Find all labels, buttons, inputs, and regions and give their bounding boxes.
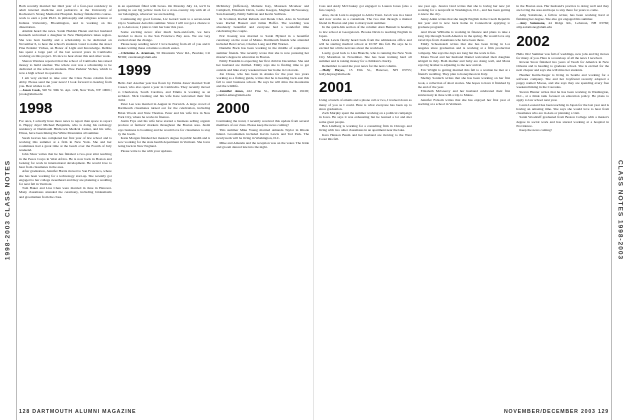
note-paragraph: Some exciting news: after much back-and-forth, we have decided to move to the San Francisco Bay area. We are very excited about the change. — [117, 29, 211, 42]
note-paragraph: Both recently married but third year of a four-year residency in adult internal medicine and pediatrics at the University of Rochester's Strong Memorial Hospital. Kelsey finished his course-work to earn a joint Ph.D. in philosophy and religious science at Indiana University, Bloomington, and is working on his dissertation. — [19, 4, 112, 29]
note-paragraph: McKinley (Jefferson), Melanie Kay, Maureen McAleer and Campbell, Elizabeth Davis, Leslie Keegan, Meghan McSweeney, Sara Kennelly, Emily Sullivan and Kevin Sullivan. — [216, 4, 310, 17]
note-paragraph: Amy Salomone, a fellow writer, has been working hard at finishing her degree. She also got engaged this summer. — [516, 12, 610, 21]
note-paragraph: Mona Wood and her husband Daniel welcomed their daughter Abigail in July. Both mother and baby are doing well, and Mona says big brother is adjusting to the new arrival. — [417, 55, 511, 68]
signature-dash: — — [117, 50, 122, 55]
note-paragraph: Keep the news coming! — [519, 128, 552, 133]
note-paragraph: For once, I actually have more news to report than space to report it. Happy days! Michael Benjamin, who is doing his radiology residency at Dartmouth Hitchcock Medical Center, and his wife, Elissa, have been hiking the White Mountains all summer. — [19, 118, 112, 136]
note-paragraph: And Owen Williams is working in finance and plans to take a long trip through South America in the spring. He would love any travel tips from classmates who have been there. — [417, 29, 511, 42]
class-year-heading: 1999 — [117, 62, 152, 80]
note-paragraph: Steven Hunter writes that he has been working in Washington, D.C., at a think tank focused on education policy. He plans to apply to law school next year. — [516, 89, 610, 103]
class-year-heading: 2002 — [516, 32, 550, 50]
note-paragraph: one year ago. Jessica Lind writes that she is loving her new job working for a nonprofit in Washington, D.C., and has been getting to know the city. — [417, 4, 511, 17]
note-paragraph: Alumni heard the news. Sarah Haddan Hazen and her husband Kenneth welcomed a daughter in New Hampshire's lakes region. She was born healthy and a scholarship to be dedicated on November 6, to hear the school's students voted to name the street Pine Perkins' Vichea, an Honor of Light and Knowledge. Debbie has spent a large part of the last several years in Cambodia working on this project. It's nice to hear about this and other work. — [19, 29, 112, 59]
footer-right: NOVEMBER/DECEMBER 2003 129 — [504, 409, 609, 415]
note-paragraph: Heather Kettle-Sieger is living in Seattle and working for a software company. She and her boyfriend recently adopted a puppy named Moose, and she says they are spending every free weekend hiking in the Cascades. — [516, 72, 610, 90]
note-paragraph: This summer Mike Young married Amanda Taylor in Rhode Island. Groomsmen included Kevin Lewis and Ted Park. The newlyweds will be living in Washington, D.C. — [216, 127, 310, 141]
note-paragraph: I am very excited to take over the Class Notes column from Abby. Please send me your news! I look forward to hearing from you. Best wishes to all. — [19, 75, 112, 88]
note-paragraph: Ben Lindberg is working for a consulting firm in Chicago and living with two other classmates in an apartment near the lake. — [319, 123, 412, 133]
note-paragraph: Emily Franklin is expecting her first child in December. She and her husband are thrilled. Emily says she is finding time to get outside and hike every weekend near her home in Colorado. — [216, 59, 310, 72]
signature-dash: — — [319, 68, 323, 73]
note-paragraph: Lastly, good luck to Lisa Bianchi, who is running the New York City Marathon in November. She has been training hard all summer and is raising money for a children's charity. — [319, 50, 412, 64]
note-paragraph: Rowan Snow finished two years of Teach for America in New Orleans and is heading to graduate school. She is excited for the next chapter and says she will miss her students. — [516, 60, 610, 73]
class-year-heading: 1998 — [19, 99, 53, 117]
note-paragraph: Hello 02s! Summer was full of weddings, new jobs and big moves for many of you. Here is a round-up of all the news I received. — [516, 51, 610, 60]
note-paragraph: Elizabeth McGreevy and her husband celebrated their first anniversary in June with a trip to Maine. — [417, 89, 511, 98]
secretary-name: Christine A. Arentsen, — [121, 50, 155, 55]
note-paragraph: Jon Chase, who has been in Alaska for the past two years working as a fishing guide, writes that he is heading back east this fall to start business school. He says he will miss the mountains and the wildlife. — [216, 71, 310, 89]
note-paragraph: Remember to send me your news for the next column. — [322, 63, 397, 68]
note-paragraph: Zach Murphy spent the summer working on a political campaign in Iowa. He says it was exhausting but he learned a lot and met some great people. — [319, 111, 412, 124]
page-right-columns — [319, 4, 609, 402]
class-secretary-signature — [118, 51, 211, 59]
column-4 — [319, 4, 412, 402]
note-paragraph: Tom Baker and Lisa Chen were married in June in Hanover. Many classmates attended the ceremony, including bridesmaids and groomsmen from the class. — [19, 186, 112, 199]
page-gutter — [313, 0, 314, 420]
note-paragraph: Also, Jacob Lutz is engaged to Alicia Trent. Jacob was in a band and now works as a consultant. The two met through a mutual friend in Boston and plan to marry next summer. — [319, 12, 412, 25]
note-paragraph: After graduation, Jennifer Harris moved to San Francisco, where she has been working for a technology start-up. She recently got engaged to her college sweetheart and they are planning a wedding for next fall in Vermont. — [19, 169, 112, 186]
spine-left-label: 1998-2003 CLASS NOTES — [4, 159, 12, 261]
note-paragraph: Continuing the trend, I recently received this update from several members of our class. Please keep the news coming! — [216, 119, 310, 128]
note-paragraph: Eric Koenig was married to Sarah Hyland in a beautiful ceremony on the coast of Maine. Dartmouth friends who attended included Ben Carver, Charles Long and Phil Warner. — [216, 33, 310, 46]
note-paragraph: Please write to me with your updates. — [120, 148, 173, 153]
note-paragraph: in the Boston area. Her husband's practice is doing well and they are loving the area and hope to stay there for years to come. — [516, 4, 610, 13]
signature-dash: — — [516, 21, 520, 26]
note-paragraph: Jennifer Folsom writes that she has enjoyed her first year of teaching at a school in Vermont. — [417, 97, 511, 106]
secretary-address: 56 Mountain View Rd., Boulder, CO 80302; carentsen@alum.edu — [117, 50, 211, 60]
column-3 — [216, 4, 309, 402]
column-1 — [19, 4, 112, 402]
note-paragraph: Please keep sending news! I love hearing from all of you and it makes writing these columns so much easier. — [117, 42, 211, 51]
note-paragraph: Emily Schoenstedt writes that she has been living in Los Angeles since graduation and is working at a film production company. She says the days are long but the work is fun. — [417, 42, 511, 55]
spine-right — [611, 0, 628, 420]
note-paragraph: Justin Frye and his wife have started a business selling organic produce at farmers' markets throughout the Boston area. Justin says business is booming and he would love for classmates to stop by the booth. — [117, 119, 211, 136]
note-paragraph: in an apartment filled with boxes. On Monday July 14, we'll be getting in our big yellow truck for a cross-country trip with all of our belongings, wherever we are heading. — [117, 4, 211, 17]
secretary-name: Jason Cook, — [22, 88, 41, 93]
column-2 — [118, 4, 211, 402]
class-year-heading: 2001 — [319, 79, 353, 97]
note-paragraph: Cass and Andy McCloskey got engaged to Lauren Jones (also a fun couple). — [319, 4, 412, 13]
note-paragraph: Laura Leonard has been teaching in Japan for the last year and is having an amazing time. She says she would love to hear from classmates who are in Asia or planning a visit. — [516, 102, 610, 115]
note-paragraph: Danielle Bock has been working in the middle of sophomore summer friends. She recently wrote that she is now pursuing her master's degree in education in Boston. — [216, 46, 310, 59]
note-paragraph: Sarah Graves has completed her first year of law school and is working this summer at a firm in New York. She and her roommates had a great time at the beach over the Fourth of July weekend. — [19, 135, 112, 153]
note-paragraph: Hello Jon! Another year has flown by. Emma Jones' married Todd Cassel, who also spent a year in Cambodia. They recently moved to Charleston, South Carolina, and Emma is working as an architect. Nick Cushing and his wife Kate welcomed their first child. — [117, 81, 211, 102]
signature-dash: — — [19, 88, 23, 93]
note-paragraph: Continuing my good fortune, Liz Gerard went to a seven-week trip to Southeast Asia this summer. Since I will not get a chance to go to Asia now, I plan to visit her later this year. — [117, 16, 211, 30]
note-paragraph: Mark Lewis finally heard back from the admissions office and will be starting medical school at UCSF this fall. He says he is excited but a little nervous about the workload. — [319, 38, 412, 51]
column-5 — [418, 4, 511, 402]
note-paragraph: In Scotland, Rachel Rebuck and Derek Choi. Also in Scotland were Rachel Bassett and Jamie Hoffer. The wedding was absolutely beautiful and everyone had a wonderful time celebrating the couple. — [216, 16, 310, 34]
note-paragraph: Katie Morgan finished her master's degree in public health and is now working for the state health department in Vermont. She loves being back in New England. — [117, 136, 211, 149]
note-paragraph: Shelley Sonnich writes that she has been working on her first book, a collection of short stories. She hopes to have it finished by the end of the year. — [417, 76, 511, 89]
class-secretary-signature — [516, 21, 609, 29]
page-left — [19, 4, 309, 402]
note-paragraph: Sharon Wanless reported that the school of Cambodia has raised money to build another. The whole cost was a scholarship to be dedicated at the school's students. Pine Perkins' Vichea, which is now a high school in operation. — [19, 58, 112, 76]
note-paragraph: In the quick-hits section of the column: Alex Bennett is heading to law school at Georgetown. Brooke Davis is teaching English in Japan. — [319, 25, 412, 38]
note-paragraph: John Shaw writes that he has finished a two-year stint teaching in the Peace Corps in West Africa. He is now back in Boston and looking for work in international development. He would love to hear from classmates in the area. — [19, 152, 112, 169]
note-paragraph: Mike and Amanda and the reception was on the water. The bride and groom danced late into the night. — [216, 140, 310, 149]
secretary-name: Amy Salomone, — [519, 21, 546, 26]
secretary-address: 422 Pine St., Philadelphia, PA 19106; jennifer.ames@alum.edu — [216, 88, 310, 98]
class-secretary-signature — [19, 88, 112, 96]
secretary-address: 44 Ridge Rd., Lebanon, NH 03766; amy.salomone@alum.edu — [516, 21, 610, 30]
footer-left: 128 DARTMOUTH ALUMNI MAGAZINE — [19, 409, 137, 415]
spine-left — [0, 0, 17, 420]
secretary-address: 320 W. 30th St. Apt. 12R, New York, NY 10001; jcook@alum.edu — [19, 88, 112, 97]
page-right — [319, 4, 609, 402]
class-secretary-signature — [216, 89, 309, 97]
column-6 — [516, 4, 609, 402]
page-left-columns — [19, 4, 309, 402]
spine-right-label: CLASS NOTES 1998-2003 — [616, 159, 624, 261]
note-paragraph: Jenny Atkin writes that she taught English in the Czech Republic last year and is now back home in Connecticut applying to graduate programs. — [417, 16, 511, 30]
note-paragraph: Sarah Woodruff graduated from Boston College with a master's degree in social work and has started working at a hospital in Providence. — [516, 115, 610, 128]
secretary-address: 15 Elm St., Hanover, NH 03755; holly.hayes@alum.edu — [319, 68, 412, 77]
class-year-heading: 2000 — [216, 100, 250, 118]
secretary-name: Holly Hayes, — [322, 68, 345, 73]
signature-dash: — — [216, 88, 220, 93]
note-paragraph: Eric Wright is getting married this fall to a woman he met at a friend's wedding. They plan to honeymoon in Italy. — [417, 67, 511, 76]
note-paragraph: Kara Hanson Baum and her husband are moving to the West Coast this fall. — [319, 132, 412, 141]
note-paragraph: Peter Lee was married in August in Norwich. A large crowd of Dartmouth classmates turned out for the celebration, including Brian Woods and Nate Thomas. Peter and his wife live in New York City, where he works in finance. — [117, 102, 211, 119]
note-paragraph: Using a bunch of emails and a phone call or two, I tracked down as many of you as I could. Here is what everyone has been up to since graduation. — [319, 98, 412, 111]
class-secretary-signature — [319, 68, 412, 76]
secretary-name: Jennifer Ames, — [219, 88, 244, 93]
